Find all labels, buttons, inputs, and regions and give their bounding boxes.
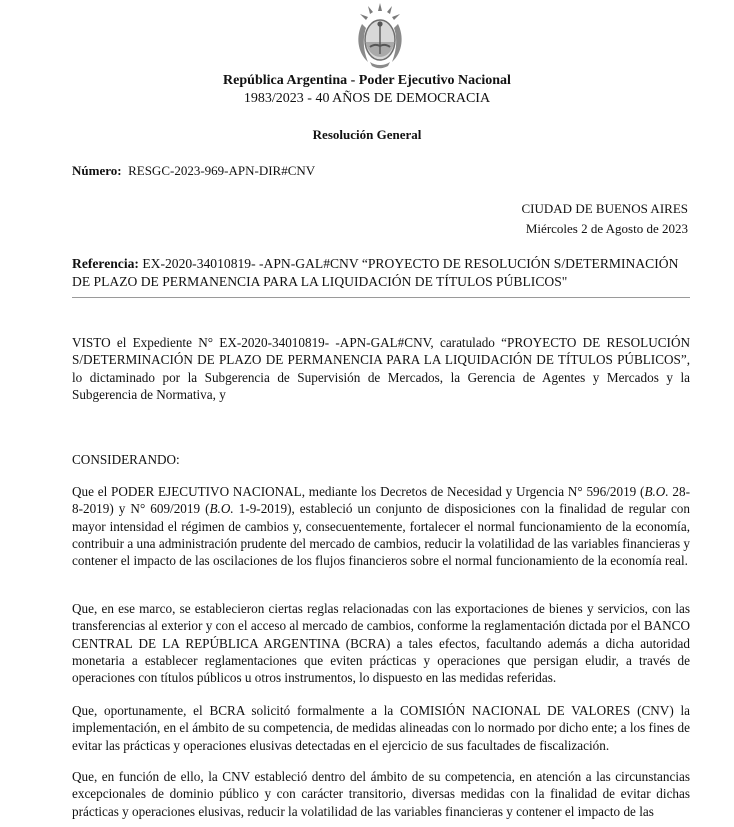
- document-number-value: RESGC-2023-969-APN-DIR#CNV: [128, 163, 316, 178]
- document-date: Miércoles 2 de Agosto de 2023: [525, 221, 688, 236]
- separator-line: [72, 297, 690, 298]
- p1-bo-2: B.O.: [209, 501, 234, 517]
- reference-label: Referencia:: [72, 256, 139, 271]
- document-city: CIUDAD DE BUENOS AIRES: [521, 201, 688, 216]
- header-democracy-line: 1983/2023 - 40 AÑOS DE DEMOCRACIA: [243, 91, 491, 106]
- reference-text: EX-2020-34010819- -APN-GAL#CNV “PROYECTO DE RESOLUCIÓN S/DETERMINACIÓN DE PLAZO DE PERMANENCIA PARA LA LIQUIDACIÓN DE TÍTULOS PÚBLICOS": [72, 256, 679, 289]
- document-reference: [72, 255, 690, 291]
- considerando-paragraph-2: Que, en ese marco, se establecieron ciertas reglas relacionadas con las exportaciones de bienes y servicios, con las transferencias al exterior y con el acceso al mercado de cambios, conforme la reglamentación dictada por el BANCO CENTRAL DE LA REPÚBLICA ARGENTINA (BCRA) a tales efectos, facultando además a dicha autoridad monetaria a establecer reglamentaciones que eviten prácticas y operaciones que persigan eludir, a través de operaciones con títulos públicos u otros instrumentos, lo dispuesto en las medidas referidas.: [72, 601, 690, 686]
- national-coat-of-arms-seal: [352, 2, 408, 70]
- visto-paragraph: VISTO el Expediente N° EX-2020-34010819- -APN-GAL#CNV, caratulado “PROYECTO DE RESOLUCIÓN S/DETERMINACIÓN DE PLAZO DE PERMANENCIA PARA LA LIQUIDACIÓN DE TÍTULOS PÚBLICOS”, lo dictaminado por la Subgerencia de Supervisión de Mercados, la Gerencia de Agentes y Mercados y la Subgerencia de Normativa, y: [72, 335, 690, 402]
- considerando-paragraph-3: Que, oportunamente, el BCRA solicitó formalmente a la COMISIÓN NACIONAL DE VALORES (CNV) la implementación, en el ámbito de su competencia, de medidas alineadas con lo normado por dicho ente; a los fines de evitar las prácticas y operaciones elusivas detectadas en el ejercicio de sus facultades de fiscalización.: [72, 703, 690, 753]
- document-number: [72, 163, 315, 179]
- considerando-heading: CONSIDERANDO:: [72, 452, 180, 467]
- p1-text-b: 28-8-2019) y N° 609/2019 (: [72, 484, 690, 517]
- considerando-paragraph-1: [72, 483, 690, 569]
- document-type-title: Resolución General: [312, 127, 422, 142]
- header-government-line: República Argentina - Poder Ejecutivo Nacional: [223, 73, 511, 88]
- p1-text-c: 1-9-2019), estableció un conjunto de disposiciones con la finalidad de regular con mayor intensidad el régimen de cambios y, consecuentemente, fortalecer el normal funcionamiento de la economía, contribuir a una administración prudente del mercado de cambios, reducir la volatilidad de las variables financieras y contener el impacto de las oscilaciones de los flujos financieros sobre el normal funcionamiento de la economía real.: [72, 501, 690, 569]
- p1-text-a: Que el PODER EJECUTIVO NACIONAL, mediante los Decretos de Necesidad y Urgencia N° 596/2019 (: [72, 484, 645, 499]
- p1-bo-1: B.O.: [644, 484, 669, 499]
- document-number-label: Número:: [72, 163, 122, 178]
- considerando-paragraph-4: Que, en función de ello, la CNV estableció dentro del ámbito de su competencia, en atención a las circunstancias excepcionales de dominio público y con carácter transitorio, diversas medidas con la finalidad de evitar dichas prácticas y operaciones elusivas, reducir la volatilidad de las variables financieras y contener el impacto de las: [72, 769, 690, 819]
